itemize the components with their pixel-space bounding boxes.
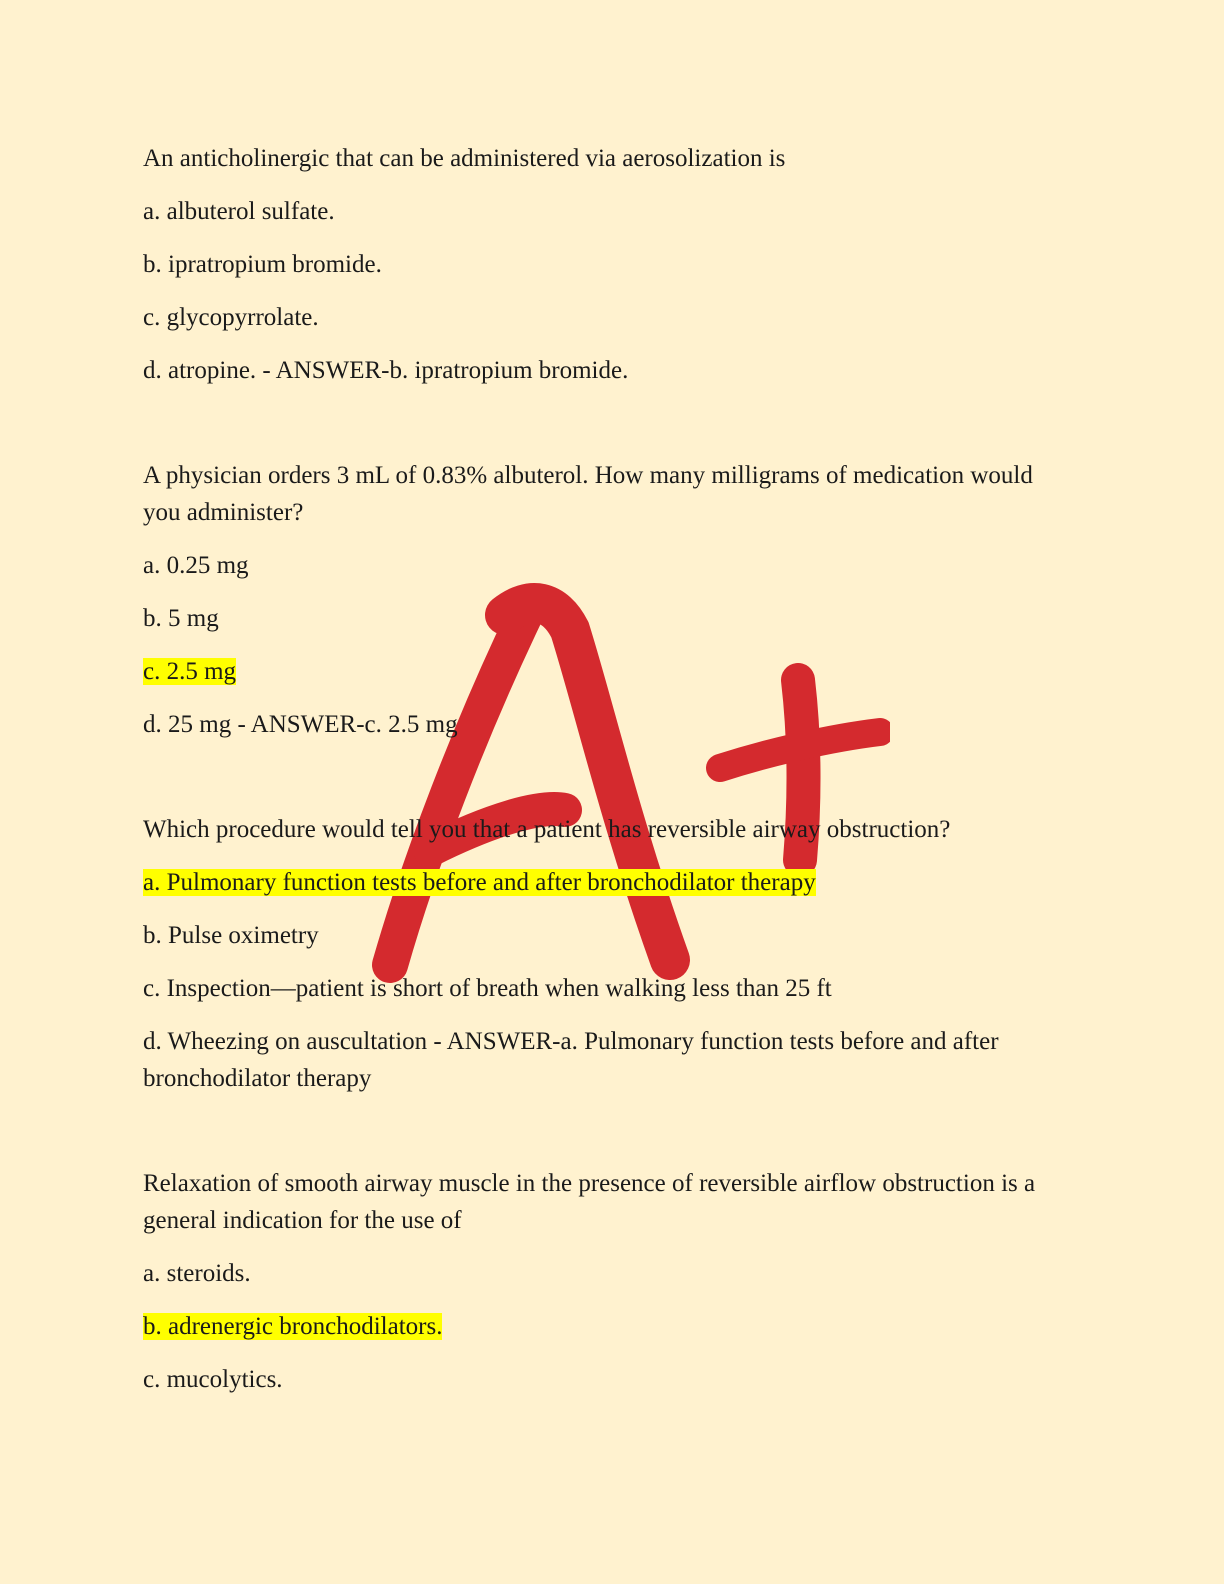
option-text: c. glycopyrrolate. (143, 304, 319, 331)
option-text: d. Wheezing on auscultation - ANSWER-a. Pulmonary function tests before and after bronchodilator therapy (143, 1028, 999, 1092)
question-text: Relaxation of smooth airway muscle in the presence of reversible airflow obstruction is a general indication for the use of (143, 1170, 1036, 1234)
answer-option (143, 1023, 1073, 1097)
question-block (143, 140, 1073, 389)
highlighted-option-text: c. 2.5 mg (143, 658, 237, 685)
option-text: a. albuterol sulfate. (143, 198, 335, 225)
answer-option (143, 352, 1073, 389)
question-text: A physician orders 3 mL of 0.83% albuterol. How many milligrams of medication would you administer? (143, 462, 1033, 526)
option-text: a. steroids. (143, 1260, 251, 1287)
answer-option (143, 1255, 1073, 1292)
question-block (143, 811, 1073, 1097)
answer-option (143, 299, 1073, 336)
option-text: b. 5 mg (143, 605, 219, 632)
question-block (143, 457, 1073, 743)
highlighted-option-text: b. adrenergic bronchodilators. (143, 1313, 443, 1340)
question-block (143, 1165, 1073, 1398)
answer-option (143, 246, 1073, 283)
question-text: An anticholinergic that can be administered via aerosolization is (143, 145, 786, 172)
answer-option (143, 193, 1073, 230)
highlighted-option-text: a. Pulmonary function tests before and after bronchodilator therapy (143, 869, 816, 896)
answer-option (143, 600, 1073, 637)
option-text: d. 25 mg - ANSWER-c. 2.5 mg (143, 711, 458, 738)
option-text: c. Inspection—patient is short of breath when walking less than 25 ft (143, 975, 832, 1002)
option-text: b. Pulse oximetry (143, 922, 319, 949)
answer-option (143, 917, 1073, 954)
answer-option (143, 653, 1073, 690)
answer-option (143, 864, 1073, 901)
answer-option (143, 970, 1073, 1007)
option-text: c. mucolytics. (143, 1366, 283, 1393)
answer-option (143, 706, 1073, 743)
option-text: b. ipratropium bromide. (143, 251, 382, 278)
option-text: d. atropine. - ANSWER-b. ipratropium bromide. (143, 357, 629, 384)
option-text: a. 0.25 mg (143, 552, 249, 579)
answer-option (143, 1308, 1073, 1345)
answer-option (143, 1361, 1073, 1398)
answer-option (143, 547, 1073, 584)
question-list (143, 140, 1073, 1466)
question-text: Which procedure would tell you that a patient has reversible airway obstruction? (143, 816, 951, 843)
